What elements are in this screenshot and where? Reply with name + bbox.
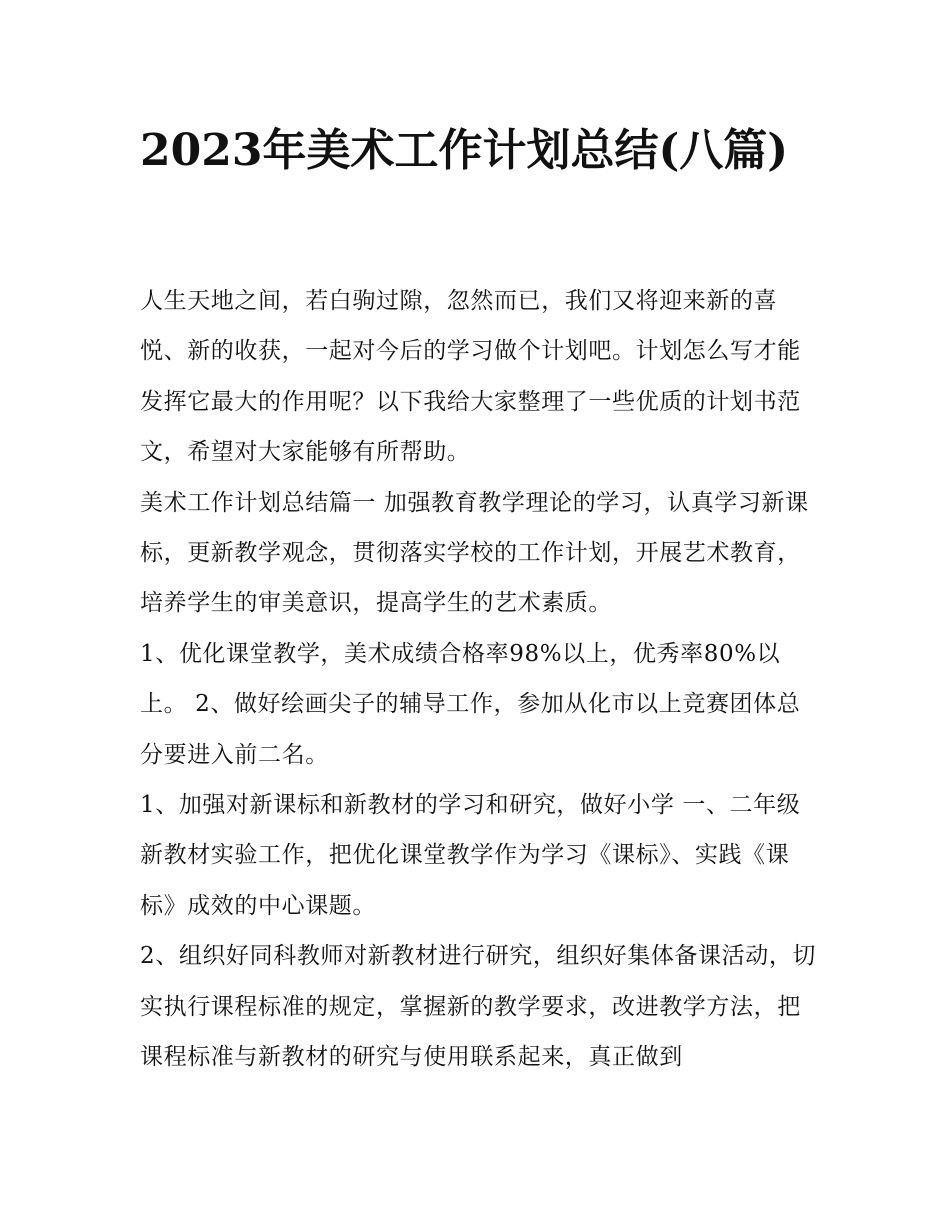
paragraph-item-1: 1、加强对新课标和新教材的学习和研究，做好小学 一、二年级新教材实验工作，把优化课堂教学作为学习《课标》、实践《课标》成效的中心课题。 — [140, 792, 801, 919]
paragraph-item-2: 2、组织好同科教师对新教材进行研究，组织好集体备课活动，切实执行课程标准的规定，掌握新的教学要求，改进教学方法，把课程标准与新教材的研究与使用联系起来，真正做到 — [140, 943, 817, 1071]
paragraph-goals: 1、优化课堂教学，美术成绩合格率98%以上，优秀率80%以上。 2、做好绘画尖子的辅导工作，参加从化市以上竞赛团体总分要进入前二名。 — [140, 640, 801, 768]
paragraph-intro: 人生天地之间，若白驹过隙，忽然而已，我们又将迎来新的喜悦、新的收获，一起对今后的学习做个计划吧。计划怎么写才能发挥它最大的作用呢？以下我给大家整理了一些优质的计划书范文，希望对大家能够有所帮助。 — [140, 288, 801, 466]
document-body — [140, 276, 820, 1083]
document-title: 2023年美术工作计划总结(八篇) — [140, 125, 789, 176]
paragraph-section-one: 美术工作计划总结篇一 加强教育教学理论的学习，认真学习新课标，更新教学观念，贯彻落实学校的工作计划，开展艺术教育，培养学生的审美意识，提高学生的艺术素质。 — [140, 489, 809, 617]
